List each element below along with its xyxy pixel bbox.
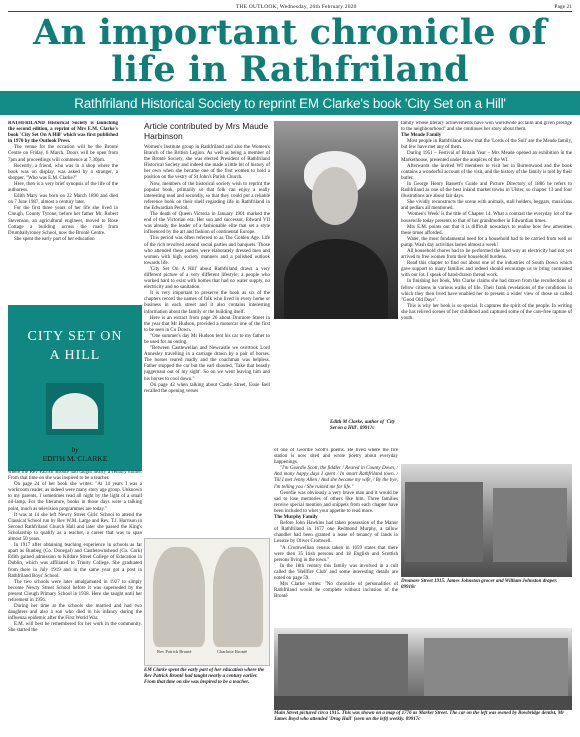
article-paragraph: It is very important to preserve the book as six of the chapters record the names of folk who lived in every home or business in each street and it also contains interesting information about the family or the building itself. (144, 291, 270, 315)
article-paragraph: Most people in Rathfriland know that the 'Lords of the Soil' are the Meade family, but few have met any of them. (401, 139, 572, 151)
article-paragraph: In the 18th century this family was involved in a cult called the 'Hellfire Club' and some interesting details are noted on page 59. (274, 563, 398, 581)
intro-paragraph: She spent the early part of her education (14, 236, 95, 242)
article-paragraph: Afterwards she invited WI members to visit her in Burrenwood and the book contains a wonderful account of the visit, and the history of the family is told by their butler. (401, 163, 572, 181)
section-heading: The Meade Family (401, 133, 442, 139)
intro-paragraph: Edith Mary was born on 22 March 1890 and died on 7 June 1987, almost a century later. (8, 194, 118, 206)
book-cover-illustration (46, 383, 104, 435)
portrait-caption: Edith M Clarke, author of 'City Set on a Hill'. 0991?c (330, 420, 396, 431)
book-cover-image (8, 305, 142, 471)
article-paragraph: Mrs E.M. points out that it is difficult nowadays to realise how few amenities these times afforded. (401, 224, 572, 236)
article-paragraph: Water, the most fundamental need for a household had to be carried from well or pump. Wash day activities lasted almost a week! (401, 236, 572, 248)
article-paragraph: Here is an extract from page 26 about Drumore Street in the year that Mr Hudson, provided a motorcar one of the first to be seen in Co Down. (144, 315, 270, 333)
biography-column (8, 470, 142, 730)
intro-paragraph: The venue for the occasion will be the Bronté Centre on Friday, 6 March. Doors will be open from 7pm and proceedings will commence at 7.30pm. (8, 145, 118, 163)
bio-paragraph: On page 24 of her book she writes: "At 14 years I was a workroom reader, as indeed were many story age group. Unknown to my parents, I sometimes read all night by the light of a small oil-lamp. For the literature, books in those days were a talking point, much as television programmes are today." (8, 482, 142, 512)
bio-paragraph: In 1917 after obtaining teaching experience in schools as far apart as Bunbeg (Co. Donegal) and Castletownshend (Co. Cork) Edith gained admission to Kildare Street College of Education in Dublin, which was affiliated to Trinity College. She graduated from there in July 1919 and in the same year got a post in Rathfriland Boys' School. (8, 543, 142, 579)
article-paragraph: Now, members of the historical society wish to reprint the popular book, primarily so that folk can enjoy a really interesting read and secondly, so that they could put a reliable reference book on their shelf regarding life in Rathfriland in the Edwardian Period. (144, 181, 270, 211)
subhead: Rathfriland Historical Society to reprint EM Clarke's book 'City Set on a Hill' (74, 95, 506, 111)
dromore-street-caption: Dromore Street 1915. James Johnston grocer and William Johnston draper. 09918c (401, 579, 558, 590)
article-paragraph: family whose literary achievements have won worldwide acclaim and given prestige to the neighbourhood" and she continues her story about them. (401, 121, 572, 133)
bio-paragraph: It was at 14 she left Newry Street Girls' School to attend the Classical School run by Rev W.M. Large and Rev. T.J. Harrison in Second Rathfriland Church Hall and later she passed the King's Scholarship to qualify as a teacher, a career that was to span almost 50 years. (8, 512, 142, 543)
article-paragraph: "A Cromwellian census taken in 1659 states that there were then 35 Irish persons and 18 English and Scottish persons living in the town." (274, 545, 398, 563)
article-paragraph: During 1951 – Festival of Britain Year – Mrs Meade opened an exhibition in the Markethouse, presented under the auspices of the WI. (401, 151, 572, 163)
article-paragraph: Mrs Clarke writes: "No chronicle of personalities of Rathfriland would be complete without inclusion of the Brontë (274, 582, 398, 598)
section-heading: The Murphy Family (274, 515, 318, 521)
article-paragraph: This period was often referred to as The Golden Age. Life of the rich revolved around social parties and banquets. Those who attended these parties were elaborately dressed men and women with high society manners and a polished outlook towards life. (144, 236, 270, 266)
book-by: by (71, 445, 79, 454)
intro-paragraph: Here, then is a very brief synopsis of the life of the authoress. (8, 181, 118, 194)
intro-column (8, 121, 118, 318)
article-paragraph: Geordie was obviously a very brave man and it would be sad to lose memories of others like him. Three families receive special mention and snippets from each chapter have been included to whet your appetite to read more. (274, 490, 398, 514)
book-title-line1: CITY SET ON (27, 329, 123, 344)
book-author: EDITH M. CLARKE (42, 454, 108, 463)
article-paragraph: On page 42 when talking about Castle Street, Essie Bell recalled the opening verses (144, 382, 270, 394)
article-paragraph: "One summer's day Mr Hudson lent his car to my father to be used for an outing. (144, 333, 270, 345)
article-paragraph: Women's Institute group in Rathfriland and also the Women's Branch of the British Legion. As well as being a member of the Brontë Society, she was elected President of Rathfriland Historical Society and indeed she made a little bit of history of her own when she became one of the first women to hold a position on the vestry of St John's Parish Church. (144, 145, 270, 181)
article-paragraph: "Between Castlewellan and Newcastle we overtook Lord Annesley travelling in a carriage drawn by a pair of horses. The horses reared madly and the coachman was helpless. Father stopped the car but the earl shouted, 'Take that beastly juggernaut out of my sight'. So on we went leaving him and his horses to cool down." (144, 346, 270, 382)
sketch-label: Rev Patrick Brontë (157, 649, 192, 654)
article-paragraph: 'City Set On A Hill' about Rathfriland draws a very different picture of a very different lifestyle; a people who worked hard to exist with homes that had no water supply, no electricity and no sanitation. (144, 266, 270, 291)
main-street-caption: Main Street pictured circa 1915. This was shown on a map of 1776 as Market Street. The car on the left was owned by Bowbridge dentist, Mr James Boyd who attended 'Drag Hall' (seen on the left) weekly. 09917c (274, 711, 565, 722)
intro-paragraph: For the first three years of her life she lived in Clough, County Tyrone, before her father Mr. Robert Stevenson, an agricultural engineer, moved to Rose Cottage a building across the road from Drumballyroney School, now the Brontë Centre. (8, 206, 118, 236)
article-paragraph: In finishing her book, Mrs Clarke claims she had drawn from the recollections of fellow citizens in various walks of life. Their frank revelations of the conditions in which they then lived have enabled her to present a wider view of those so called "Good Old Days". (401, 279, 572, 303)
bio-paragraph: where the Rev Patrick Brontë had taught nearly a century earlier. From that time on she was inspired to be a teacher. (8, 470, 142, 482)
intro-paragraph: Recently, a friend, who was in a shop where the book was on display, was asked by a stranger, a shopper, "Who was E.M. Clarke?" (8, 163, 118, 181)
bio-paragraph: The two schools were later amalgamated in 1927 to simply become Newry Street School before it was superseded by the present Clough Primary School in 1938. Here she taught until her retirement in 1956. (8, 579, 142, 603)
sketch-label: Charlotte Brontë (217, 649, 248, 654)
article-column-3 (274, 448, 398, 598)
byline: Article contributed by Mrs Maude Harbinson (144, 121, 269, 141)
bio-paragraph: During her time at the schools she married and had two daughters and also a son who died in his infancy during the influenza epidemic after the First World War. (8, 604, 142, 622)
book-title-line2: A HILL (49, 348, 101, 363)
article-paragraph: Before John Hawkins had taken possession of the Manor of Rathfriland in 1677 one Redmond Murphy, a tallow chandler had been granted a lease of tenancy of lands in Lessize by Oliver Cromwell. (274, 521, 398, 545)
masthead (8, 2, 572, 12)
article-column-2 (144, 121, 270, 536)
main-street-photo (274, 628, 572, 710)
article-paragraph: All household chores had to be performed the hard way as electricity had not yet arrived to free women from their household burdens. (401, 248, 572, 261)
publication-line: THE OUTLOOK, Wednesday, 26th February 2020 (235, 3, 357, 10)
intro-lead: RATHFRILAND Historical Society is launching the second edition, a reprint of Mrs E.M. Clarke's book 'City Set On A Hill' which was first published in 1970 by the Outlook Press. (8, 121, 118, 145)
portrait-photo (274, 121, 398, 319)
page-number: Page 21 (554, 3, 572, 10)
sketches-caption: EM Clarke spent the early part of her education where the Rev Patrick Brontë had taught nearly a century earlier. From that time on she was inspired to be a teacher. (144, 668, 265, 685)
subhead-bar (0, 91, 580, 115)
article-paragraph: 'Women's Week' is the title of Chapter 14. What a contrast the everyday lot of the housewife today presents to that of her grandmother in Edwardian times. (401, 212, 572, 224)
poem: "I'm Geordie Scott, the fiddler / Reared in County Down, / And many happy days I spent / In smart Rathfriland town. / Till I met Jenny Allen / And she became my wife, / By the bye, I'm telling you / She ruined me for life." (274, 466, 398, 490)
headline: An important chronicle of life in Rathfriland (33, 12, 547, 90)
article-paragraph: The death of Queen Victoria in January 1901 marked the end of the Victorian era. Her son and successor, Edward VII was already the leader of a fashionable elite that set a style influenced by the art and fashion of continental Europe. (144, 212, 270, 236)
article-paragraph: This is why her book is so special. It captures the spirit of the people. In writing she has relived scenes of her childhood and captured some of the care-free rapture of youth. (401, 303, 572, 321)
article-column-4 (401, 121, 572, 461)
bronte-sketches-image (144, 538, 270, 666)
article-paragraph: Read this chapter to find out about one of the industries of South Down which gave support to many families and indeed should encourage us to bring contrasted with our lot. I speak of hand-drawn thread work. (401, 261, 572, 279)
article-paragraph: She vividly reconstructs the scene with animals, stall holders, beggars, musicians and pedlars all mentioned. (401, 200, 572, 212)
article-paragraph: of one of Geordie Scott's poems. He lived where the fire station is now sited and wrote poetry about everyday happenings. (274, 448, 398, 466)
dromore-street-photo (401, 464, 572, 577)
bio-paragraph: E.M. will best be remembered for her work in the community. She started the (8, 622, 142, 634)
article-paragraph: In George Henry Bassett's Guide and Picture Directory of 1886 he refers to Rathfriland as one of the best inland market towns in Ulster, so chapter 13 and four illustrations are about fair days. (401, 181, 572, 200)
